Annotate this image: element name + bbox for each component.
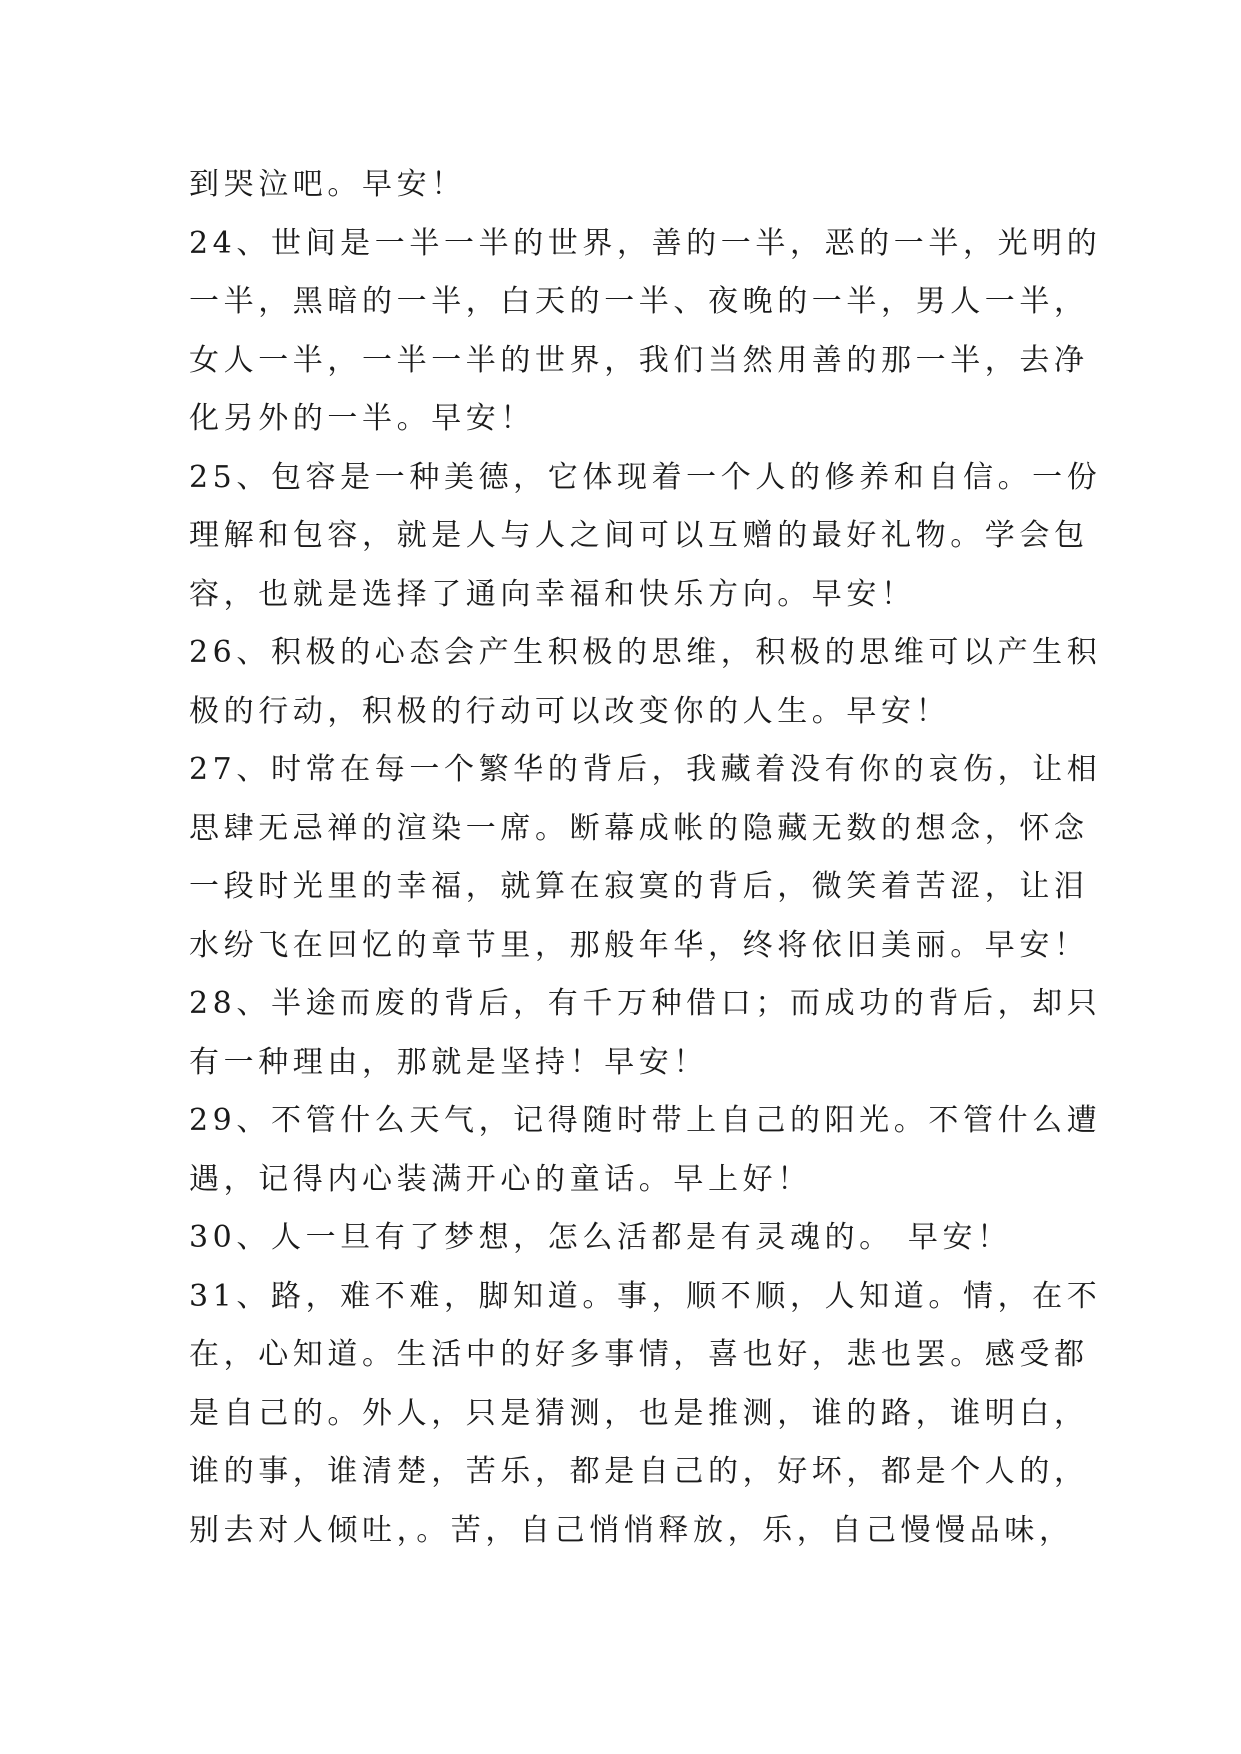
text-line: 女人一半，一半一半的世界，我们当然用善的那一半，去净 bbox=[189, 342, 1089, 378]
text-line: 24、世间是一半一半的世界，善的一半，恶的一半，光明的 bbox=[189, 225, 1102, 261]
text-line: 理解和包容，就是人与人之间可以互赠的最好礼物。学会包 bbox=[189, 518, 1089, 553]
text-line: 别去对人倾吐，。苦，自己悄悄释放，乐，自己慢慢品味， bbox=[189, 1512, 1074, 1548]
text-line: 思肆无忌禅的渲染一席。断幕成帐的隐藏无数的想念，怀念 bbox=[189, 810, 1089, 846]
text-line: 一段时光里的幸福，就算在寂寞的背后，微笑着苦涩，让泪 bbox=[189, 869, 1089, 904]
text-line: 有一种理由，那就是坚持！早安！ bbox=[189, 1044, 708, 1080]
text-line: 25、包容是一种美德，它体现着一个人的修养和自信。一份 bbox=[189, 459, 1102, 495]
text-line: 28、半途而废的背后，有千万种借口；而成功的背后，却只 bbox=[189, 986, 1102, 1021]
text-line: 在，心知道。生活中的好多事情，喜也好，悲也罢。感受都 bbox=[189, 1337, 1089, 1372]
text-line: 一半，黑暗的一半，白天的一半、夜晚的一半，男人一半， bbox=[189, 284, 1089, 319]
text-line: 27、时常在每一个繁华的背后，我藏着没有你的哀伤，让相 bbox=[189, 752, 1102, 787]
text-line: 化另外的一半。早安！ bbox=[189, 401, 535, 436]
text-line: 极的行动，积极的行动可以改变你的人生。早安！ bbox=[189, 693, 951, 729]
text-line: 26、积极的心态会产生积极的思维，积极的思维可以产生积 bbox=[189, 635, 1102, 670]
text-line: 到哭泣吧。早安！ bbox=[189, 167, 466, 202]
text-line: 容，也就是选择了通向幸福和快乐方向。早安！ bbox=[189, 576, 916, 612]
text-line: 是自己的。外人，只是猜测，也是推测，谁的路，谁明白， bbox=[189, 1395, 1089, 1431]
text-line: 谁的事，谁清楚，苦乐，都是自己的，好坏，都是个人的， bbox=[189, 1454, 1089, 1489]
text-line: 30、人一旦有了梦想，怎么活都是有灵魂的。 早安！ bbox=[189, 1220, 1012, 1255]
text-line: 31、路，难不难，脚知道。事，顺不顺，人知道。情，在不 bbox=[189, 1278, 1102, 1314]
document-text-block bbox=[189, 156, 1102, 1560]
text-line: 29、不管什么天气，记得随时带上自己的阳光。不管什么遭 bbox=[189, 1103, 1102, 1138]
text-line: 水纷飞在回忆的章节里，那般年华，终将依旧美丽。早安！ bbox=[189, 927, 1089, 963]
text-line: 遇，记得内心装满开心的童话。早上好！ bbox=[189, 1161, 812, 1197]
